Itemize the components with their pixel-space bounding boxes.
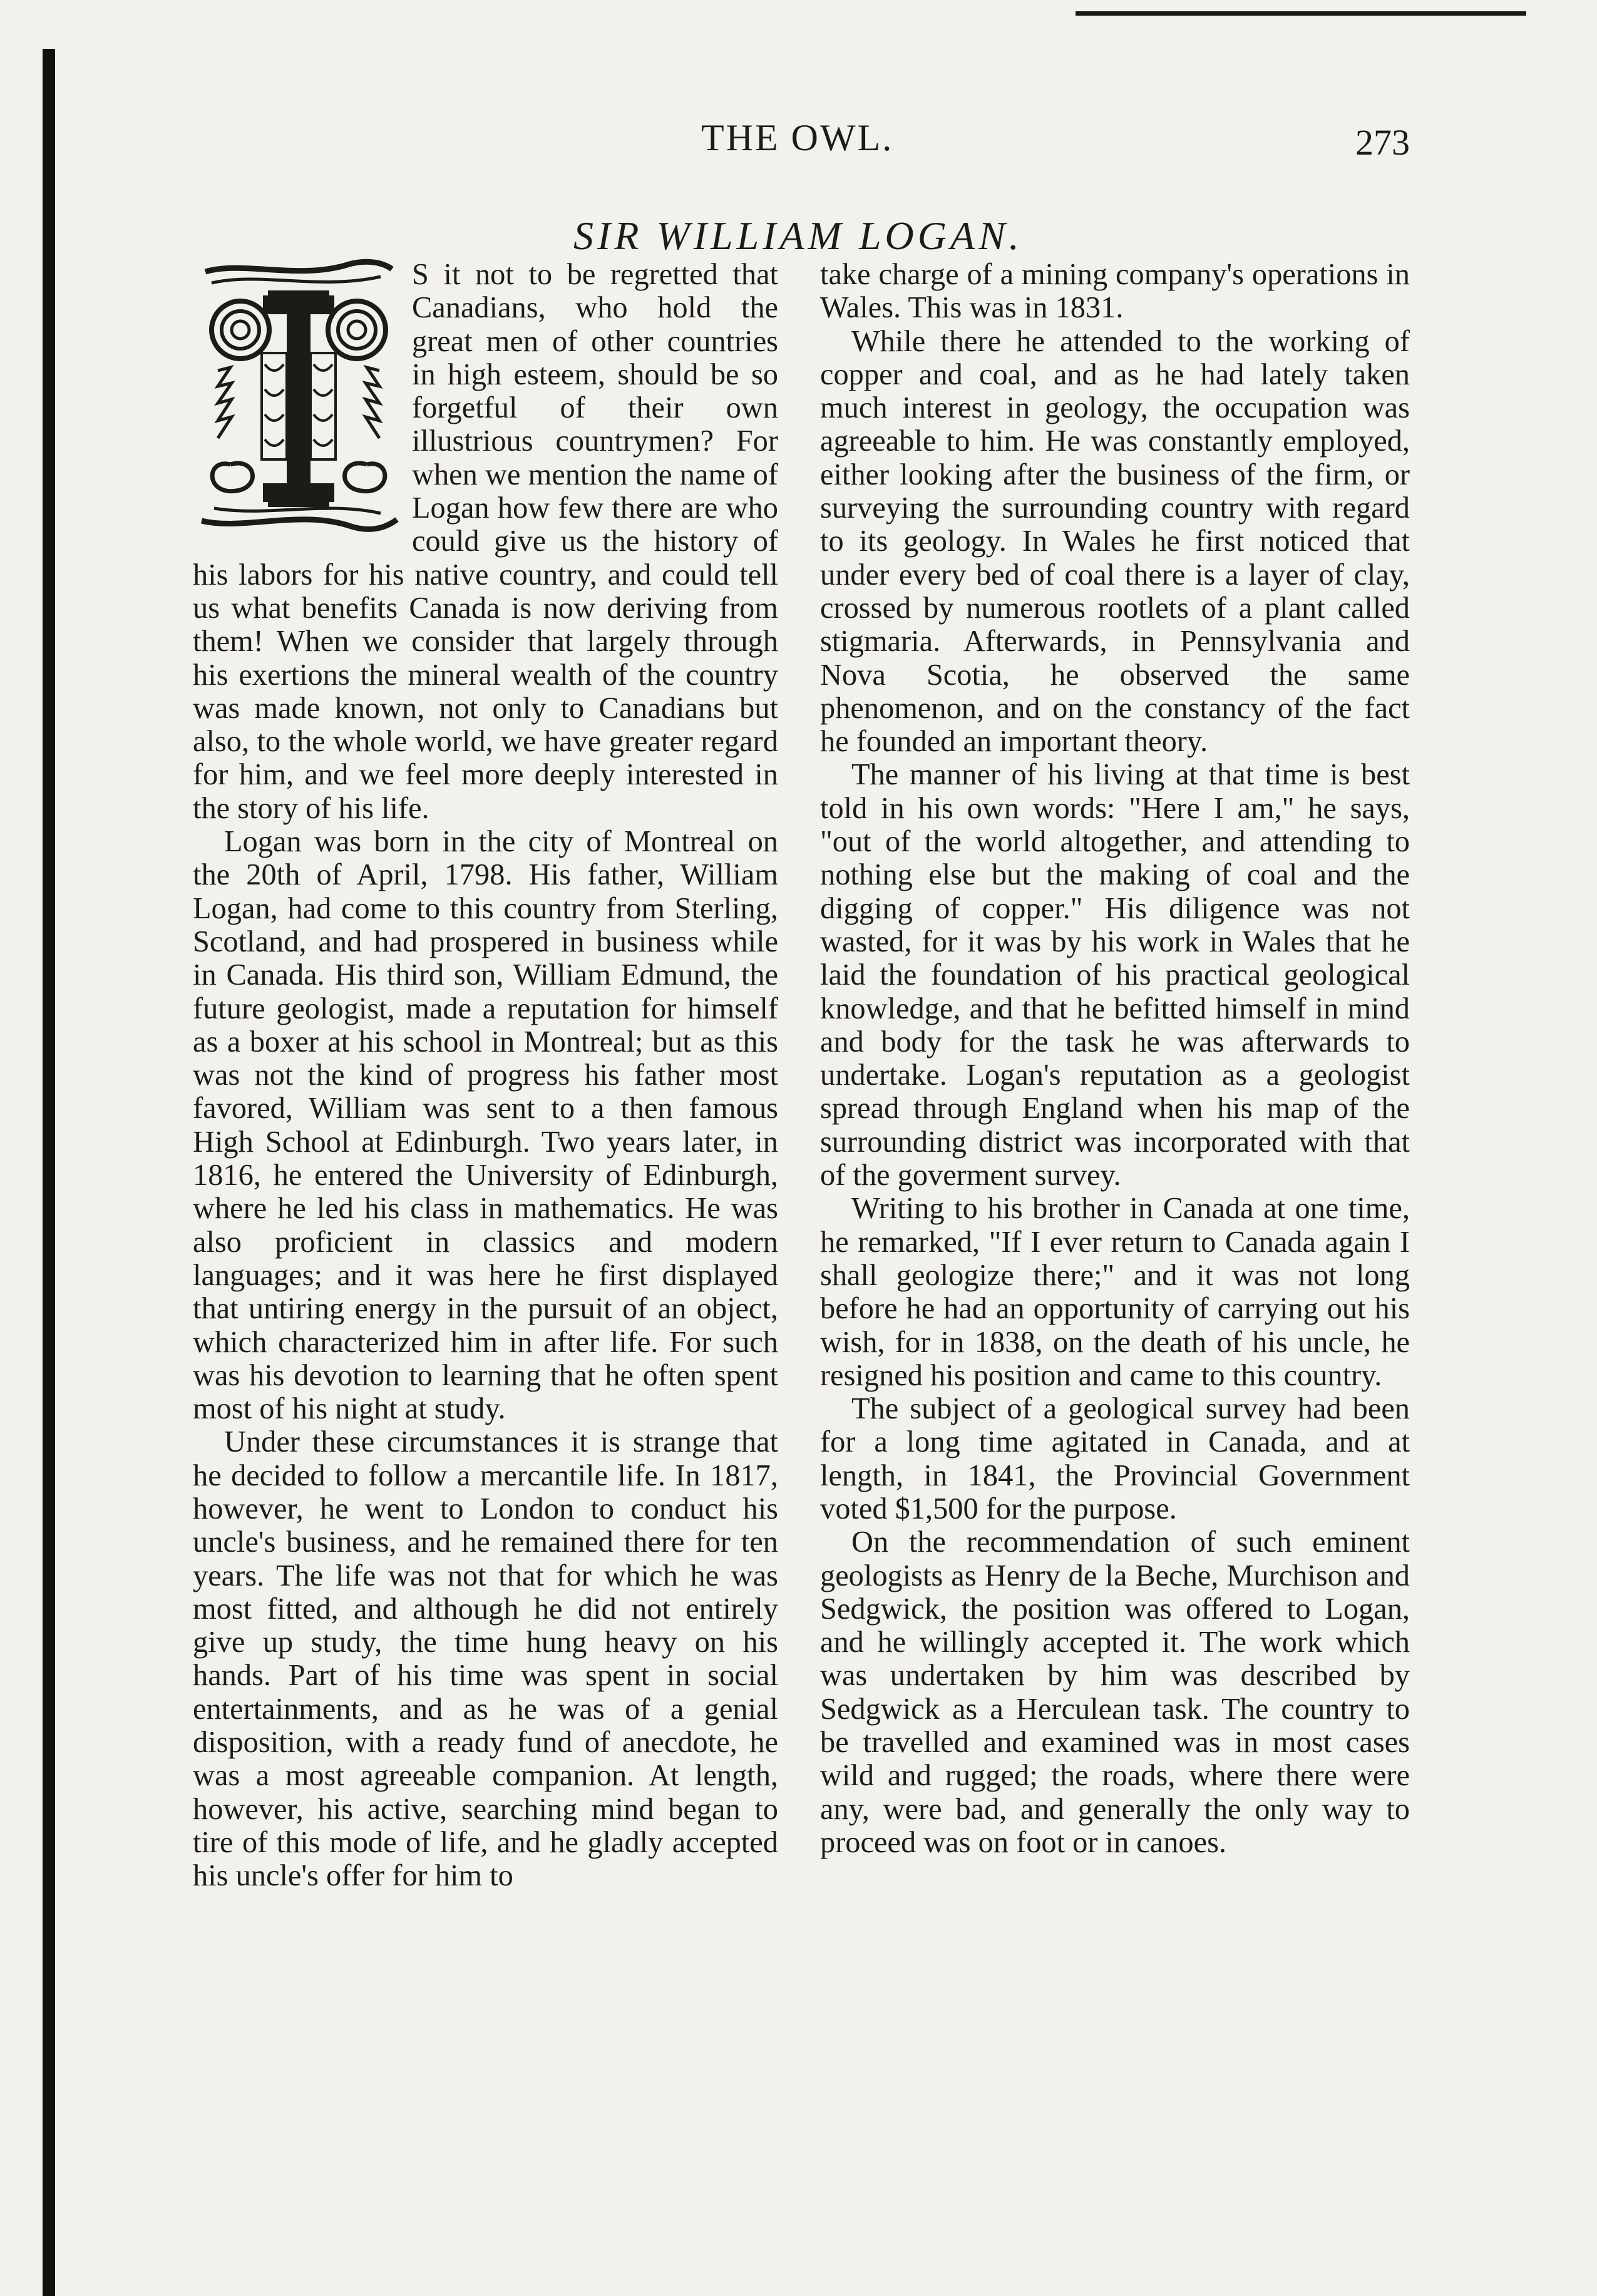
paragraph: While there he attended to the working of copper and coal, and as he had lately taken much interest in geology, the occupation was agreeable to him. He was constantly employed, either looking after the business of the firm, or surveying the surrounding country with regard to its geology. In Wales he first noticed that under every bed of coal there is a layer of clay, crossed by numerous rootlets of a plant called stigmaria. Afterwards, in Pennsylvania and Nova Scotia, he observed the same phenomenon, and on the constancy of the fact he founded an important theory. [820, 324, 1410, 759]
top-rule [1076, 11, 1526, 16]
book-spine-shadow [43, 49, 55, 2296]
running-head: THE OWL. [701, 117, 894, 158]
left-column [193, 258, 778, 1893]
paragraph: take charge of a mining company's operations in Wales. This was in 1831. [820, 258, 1410, 325]
paragraph: S it not to be regretted that Canadians, who hold the great men of other countries in high esteem, should be so forgetful of their own illustrious countrymen? For when we mention the name of Logan how few there are who could give us the history of his labors for his native country, and could tell us what benefits Canada is now deriving from them! When we consider that largely through his exertions the mineral wealth of the country was made known, not only to Canadians but also, to the whole world, we have greater regard for him, and we feel more deeply interested in the story of his life. [193, 258, 778, 825]
paragraph: Writing to his brother in Canada at one time, he remarked, "If I ever return to Canada again I shall geologize there;" and it was not long before he had an opportunity of carrying out his wish, for in 1838, on the death of his uncle, he resigned his position and came to this country. [820, 1192, 1410, 1392]
paragraph: Logan was born in the city of Montreal on the 20th of April, 1798. His father, William Logan, had come to this country from Sterling, Scotland, and had prospered in business while in Canada. His third son, William Edmund, the future geologist, made a reputation for himself as a boxer at his school in Montreal; but as this was not the kind of progress his father most favored, William was sent to a then famous High School at Edinburgh. Two years later, in 1816, he entered the University of Edinburgh, where he led his class in mathematics. He was also proficient in classics and modern languages; and it was here he first displayed that untiring energy in the pursuit of an object, which characterized him in after life. For such was his devotion to learning that he often spent most of his night at study. [193, 825, 778, 1426]
right-column [820, 258, 1410, 1859]
paragraph: On the recommendation of such eminent geologists as Henry de la Beche, Murchison and Sedgwick, the position was offered to Logan, and he willingly accepted it. The work which was undertaken by him was described by Sedgwick as a Herculean task. The country to be travelled and examined was in most cases wild and rugged; the roads, where there were any, were bad, and generally the only way to proceed was on foot or in canoes. [820, 1525, 1410, 1859]
paragraph: The manner of his living at that time is best told in his own words: "Here I am," he says, "out of the world altogether, and attending to nothing else but the making of coal and the digging of copper." His diligence was not wasted, for it was by his work in Wales that he laid the foundation of his practical geological knowledge, and that he befitted himself in mind and body for the task he was afterwards to undertake. Logan's reputation as a geologist spread through England when his map of the surrounding district was incorporated with that of the goverment survey. [820, 758, 1410, 1192]
paragraph: Under these circumstances it is strange that he decided to follow a mercantile life. In 1817, however, he went to London to conduct his uncle's business, and he remained there for ten years. The life was not that for which he was most fitted, and although he did not entirely give up study, the time hung heavy on his hands. Part of his time was spent in social entertainments, and as he was of a genial disposition, with a ready fund of anecdote, he was a most agreeable companion. At length, however, his active, searching mind began to tire of this mode of life, and he gladly accepted his uncle's offer for him to [193, 1425, 778, 1893]
ornamental-drop-cap [193, 258, 404, 543]
paragraph: The subject of a geological survey had been for a long time agitated in Canada, and at length, in 1841, the Provincial Government voted $1,500 for the purpose. [820, 1392, 1410, 1525]
page-number: 273 [1355, 122, 1410, 163]
article-title: SIR WILLIAM LOGAN. [573, 213, 1023, 258]
